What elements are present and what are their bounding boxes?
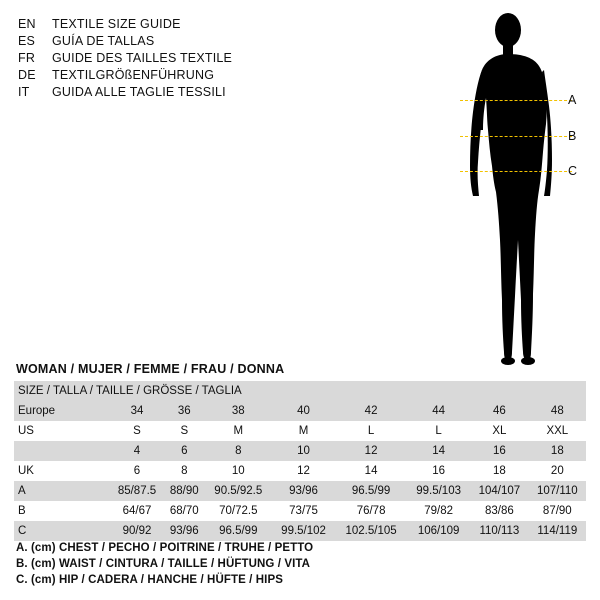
cell: 12 — [335, 441, 407, 461]
language-code: IT — [18, 85, 30, 99]
cell: S — [133, 425, 141, 437]
size-table — [14, 381, 586, 541]
language-title: GUIDA ALLE TAGLIE TESSILI — [52, 85, 226, 99]
language-code: EN — [18, 17, 36, 31]
cell: 99.5/103 — [407, 481, 470, 501]
cell: 114/119 — [529, 521, 586, 541]
cell: 107/110 — [529, 481, 586, 501]
cell: 38 — [205, 401, 273, 421]
table-section-title: WOMAN / MUJER / FEMME / FRAU / DONNA — [16, 362, 285, 376]
cell: XL — [492, 425, 507, 437]
language-title: TEXTILGRÖßENFÜHRUNG — [52, 68, 215, 82]
row-label: UK — [18, 465, 34, 477]
language-row — [18, 67, 298, 84]
row-label: Europe — [14, 401, 110, 421]
language-title: TEXTILE SIZE GUIDE — [52, 17, 181, 31]
cell: 96.5/99 — [335, 481, 407, 501]
cell: 110/113 — [470, 521, 529, 541]
table-row — [14, 521, 586, 541]
cell: 90.5/92.5 — [205, 481, 273, 501]
row-label: A — [14, 481, 110, 501]
table-row — [14, 401, 586, 421]
row-label — [14, 441, 110, 461]
cell: M — [233, 425, 244, 437]
cell: 96.5/99 — [205, 521, 273, 541]
cell: 46 — [470, 401, 529, 421]
cell: 10 — [272, 441, 335, 461]
table-row — [14, 481, 586, 501]
cell: 64/67 — [122, 505, 152, 517]
cell: 16 — [470, 441, 529, 461]
row-label: C — [14, 521, 110, 541]
measure-label-c: C — [568, 164, 578, 178]
cell: 20 — [550, 465, 564, 477]
cell: 68/70 — [169, 505, 199, 517]
note-chest: A. (cm) CHEST / PECHO / POITRINE / TRUHE / PETTO — [16, 542, 314, 554]
note-hip: C. (cm) HIP / CADERA / HANCHE / HÜFTE / HIPS — [16, 574, 284, 586]
cell: 93/96 — [272, 481, 335, 501]
language-code: ES — [18, 34, 36, 48]
table-row — [14, 441, 586, 461]
language-row — [18, 84, 298, 101]
cell: 40 — [272, 401, 335, 421]
table-row — [14, 501, 586, 521]
cell: 18 — [529, 441, 586, 461]
cell: 6 — [164, 441, 205, 461]
female-silhouette-icon — [430, 8, 590, 368]
table-row — [14, 461, 586, 481]
cell: 16 — [432, 465, 445, 477]
language-row — [18, 16, 298, 33]
cell: 88/90 — [164, 481, 205, 501]
cell: 106/109 — [407, 521, 470, 541]
language-title: GUÍA DE TALLAS — [52, 34, 155, 48]
cell: 79/82 — [424, 505, 453, 517]
cell: 34 — [110, 401, 164, 421]
cell: XXL — [546, 425, 569, 437]
table-header-label: SIZE / TALLA / TAILLE / GRÖSSE / TAGLIA — [14, 381, 586, 401]
cell: 36 — [164, 401, 205, 421]
table-row — [14, 421, 586, 441]
row-label: B — [18, 505, 26, 517]
language-code: DE — [18, 68, 36, 82]
cell: 44 — [407, 401, 470, 421]
language-code: FR — [18, 51, 36, 65]
size-table-section — [14, 362, 586, 541]
measurement-notes — [16, 540, 516, 588]
cell: 83/86 — [484, 505, 514, 517]
measure-line-waist — [460, 136, 572, 137]
cell: 90/92 — [110, 521, 164, 541]
note-waist: B. (cm) WAIST / CINTURA / TAILLE / HÜFTUNG / VITA — [16, 558, 311, 570]
cell: 76/78 — [356, 505, 386, 517]
female-body-figure — [430, 8, 590, 368]
cell: 14 — [407, 441, 470, 461]
table-header-row — [14, 381, 586, 401]
cell: 8 — [181, 465, 188, 477]
cell: L — [367, 425, 375, 437]
cell: 99.5/102 — [272, 521, 335, 541]
row-label: US — [18, 425, 34, 437]
cell: S — [180, 425, 189, 437]
cell: 102.5/105 — [335, 521, 407, 541]
cell: 48 — [529, 401, 586, 421]
language-title-list — [18, 16, 298, 101]
cell: 10 — [231, 465, 245, 477]
cell: 73/75 — [289, 505, 318, 517]
cell: 104/107 — [470, 481, 529, 501]
cell: 93/96 — [164, 521, 205, 541]
cell: 14 — [364, 465, 378, 477]
cell: 12 — [297, 465, 310, 477]
cell: M — [298, 425, 309, 437]
cell: 8 — [205, 441, 273, 461]
cell: 4 — [110, 441, 164, 461]
cell: 42 — [335, 401, 407, 421]
cell: 6 — [133, 465, 141, 477]
measure-label-b: B — [568, 129, 577, 143]
cell: 85/87.5 — [110, 481, 164, 501]
language-row — [18, 50, 298, 67]
measure-line-chest — [460, 100, 572, 101]
cell: L — [435, 425, 442, 437]
measure-line-hip — [460, 171, 572, 172]
language-row — [18, 33, 298, 50]
cell: 18 — [492, 465, 506, 477]
measure-label-a: A — [568, 93, 577, 107]
cell: 87/90 — [542, 505, 572, 517]
cell: 70/72.5 — [219, 505, 258, 517]
language-title: GUIDE DES TAILLES TEXTILE — [52, 51, 233, 65]
